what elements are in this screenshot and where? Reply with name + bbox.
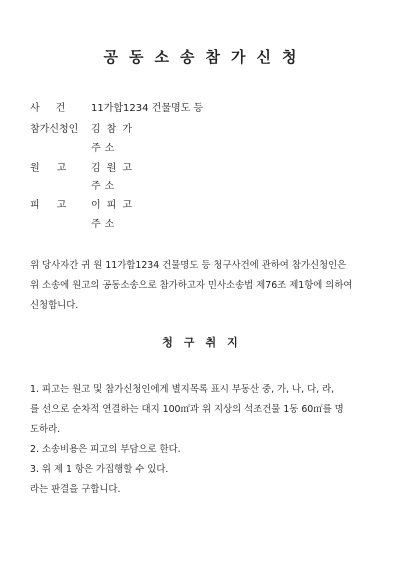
case-label: 사건 — [30, 103, 82, 114]
applicant-label: 참가신청인 — [30, 124, 79, 135]
intro-line: 위 소송에 원고의 공동소송으로 참가하고자 민사소송법 제76조 제1항에 의하여 — [30, 280, 353, 291]
claims-list — [30, 380, 380, 500]
defendant-name: 이피고 — [91, 200, 138, 211]
claim-line: 도하라. — [30, 424, 61, 435]
defendant-address: 주소 — [91, 219, 119, 230]
claim-line: 라는 판결을 구합니다. — [30, 484, 121, 495]
intro-line: 위 당사자간 귀 원 11가합1234 건물명도 등 청구사건에 관하여 참가신청인은 — [30, 260, 347, 271]
defendant-label: 피고 — [30, 200, 84, 211]
section-title: 청구취지 — [162, 336, 249, 349]
claim-line: 2. 소송비용은 피고의 부담으로 한다. — [30, 444, 181, 455]
applicant-address: 주소 — [91, 143, 119, 154]
plaintiff-label: 원고 — [30, 163, 84, 174]
intro-paragraph — [30, 256, 380, 316]
plaintiff-name: 김원고 — [91, 163, 138, 174]
applicant-name: 김참가 — [91, 124, 138, 135]
claim-line: 1. 피고는 원고 및 참가신청인에게 별지목록 표시 부동산 중, 가, 나, 다, 라, — [30, 384, 335, 395]
claim-line: 3. 위 제 1 항은 가집행할 수 있다. — [30, 464, 169, 475]
intro-line: 신청합니다. — [30, 300, 79, 311]
document-title: 공동소송참가신청 — [103, 48, 308, 66]
plaintiff-address: 주소 — [91, 181, 119, 192]
case-value: 11가합1234 건물명도 등 — [91, 103, 204, 114]
claim-line: 를 선으로 순차적 연결하는 대지 100㎡과 위 지상의 석조건물 1동 60㎡를 명 — [30, 404, 344, 415]
